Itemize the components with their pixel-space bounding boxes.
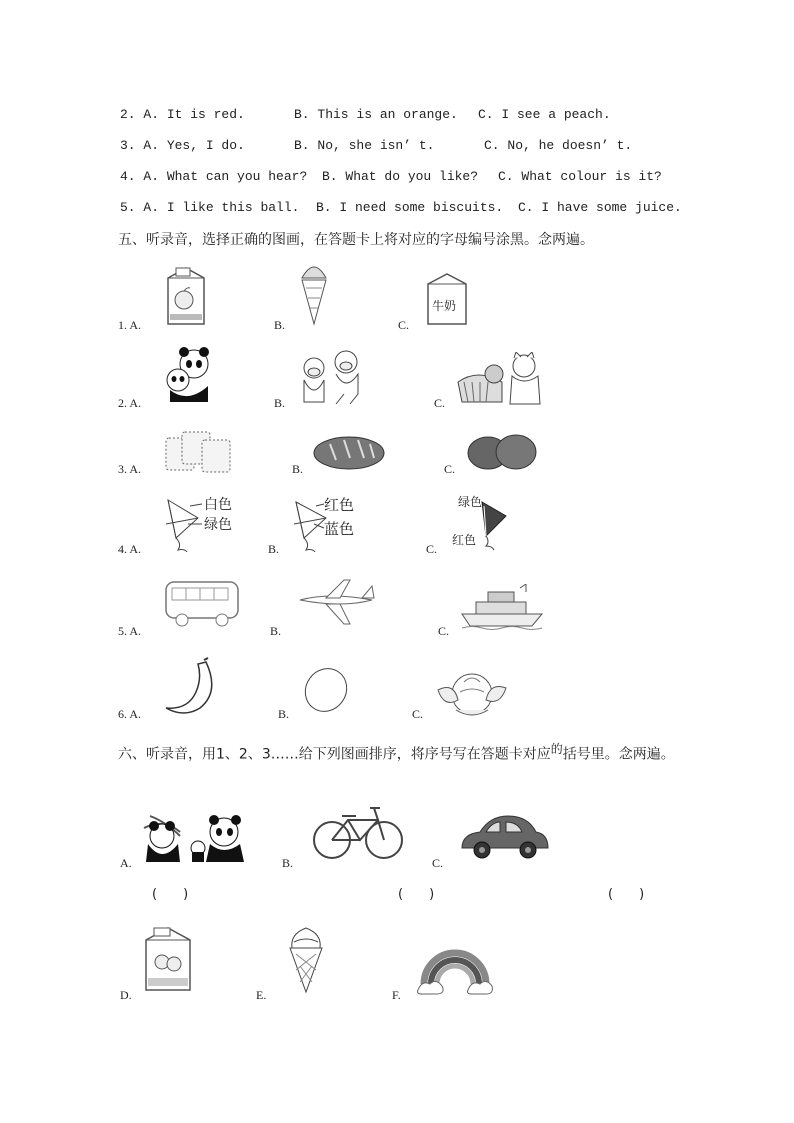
row1-label-b: B.: [274, 318, 286, 332]
kite-white-green-image: [162, 494, 242, 552]
lemon-image: [300, 664, 352, 716]
kite3-top-label: 绿色: [458, 495, 483, 509]
row2-label-c: C.: [434, 396, 446, 410]
option-b: B. What do you like?: [322, 169, 479, 184]
monkeys-image: [296, 348, 368, 406]
option-line-5: [120, 200, 299, 215]
biscuits-image: [162, 428, 234, 474]
row6-label-a: 6. A.: [118, 707, 142, 721]
car-image: [458, 812, 550, 864]
option-a: A. Yes, I do.: [143, 138, 245, 153]
row6-label-c: C.: [412, 707, 424, 721]
option-num: 5.: [120, 200, 136, 215]
option-line-3: [120, 138, 245, 153]
milk-carton-image: [424, 272, 470, 326]
item-b-label: B.: [282, 856, 294, 870]
row3-label-b: B.: [292, 462, 304, 476]
pandas-bamboo-image: [140, 808, 252, 864]
item-e-label: E.: [256, 988, 267, 1002]
option-c: C. No, he doesn’ t.: [484, 138, 633, 153]
row3-label-c: C.: [444, 462, 456, 476]
option-c: C. I have some juice.: [518, 200, 682, 215]
cats-image: [454, 352, 546, 408]
eggs-image: [466, 432, 538, 472]
row1-label-a: 1. A.: [118, 318, 142, 332]
kite2-bottom-label: 蓝色: [324, 520, 355, 538]
option-a: A. It is red.: [143, 107, 245, 122]
bus-image: [162, 576, 242, 628]
item-d-label: D.: [120, 988, 132, 1002]
bread-image: [312, 434, 386, 472]
kite3-bottom-label: 红色: [452, 533, 477, 547]
answer-bracket-a[interactable]: ( ): [152, 887, 189, 902]
row4-label-c: C.: [426, 542, 438, 556]
option-c: C. What colour is it?: [498, 169, 662, 184]
option-c: C. I see a peach.: [478, 107, 611, 122]
section6-heading-part2: 括号里。念两遍。: [562, 746, 675, 763]
milk-text: 牛奶: [432, 299, 457, 313]
row6-label-b: B.: [278, 707, 290, 721]
item-c-label: C.: [432, 856, 444, 870]
option-b: B. No, she isn’ t.: [294, 138, 435, 153]
row2-label-b: B.: [274, 396, 286, 410]
row4-label-a: 4. A.: [118, 542, 142, 556]
banana-image: [162, 656, 224, 716]
ship-image: [460, 584, 544, 630]
option-line-4: [120, 169, 307, 184]
kite-green-red-image: [450, 492, 510, 552]
kite1-bottom-label: 绿色: [204, 517, 232, 533]
row5-label-b: B.: [270, 624, 282, 638]
option-b: B. I need some biscuits.: [316, 200, 504, 215]
option-a: A. What can you hear?: [143, 169, 308, 184]
option-num: 2.: [120, 107, 136, 122]
rainbow-image: [416, 940, 494, 996]
bicycle-image: [308, 798, 408, 864]
option-line-2: [120, 107, 245, 122]
section5-heading: 五、听录音，选择正确的图画，在答题卡上将对应的字母编号涂黑。念两遍。: [118, 232, 594, 248]
juice-carton-image: [142, 924, 194, 992]
item-a-label: A.: [120, 856, 132, 870]
section6-heading: [118, 740, 675, 764]
juice-box-image: [164, 264, 208, 326]
row5-label-c: C.: [438, 624, 450, 638]
answer-bracket-c[interactable]: ( ): [608, 887, 645, 902]
item-f-label: F.: [392, 988, 401, 1002]
ice-cream-image: [296, 258, 332, 326]
pandas-image: [162, 346, 212, 404]
row1-label-c: C.: [398, 318, 410, 332]
section6-heading-sup: 的: [550, 742, 563, 756]
section6-heading-part1: 六、听录音，用1、2、3……给下列图画排序，将序号写在答题卡对应: [118, 746, 551, 763]
kite1-top-label: 白色: [204, 497, 232, 513]
row5-label-a: 5. A.: [118, 624, 142, 638]
row3-label-a: 3. A.: [118, 462, 142, 476]
option-b: B. This is an orange.: [294, 107, 458, 122]
option-num: 4.: [120, 169, 136, 184]
row2-label-a: 2. A.: [118, 396, 142, 410]
option-a: A. I like this ball.: [143, 200, 300, 215]
kite2-top-label: 红色: [324, 496, 355, 514]
row4-label-b: B.: [268, 542, 280, 556]
answer-bracket-b[interactable]: ( ): [398, 887, 435, 902]
orange-image: [434, 666, 510, 718]
kite-red-blue-image: [290, 494, 370, 552]
plane-image: [296, 576, 376, 628]
option-num: 3.: [120, 138, 136, 153]
ice-cream-cone-image: [286, 924, 326, 994]
